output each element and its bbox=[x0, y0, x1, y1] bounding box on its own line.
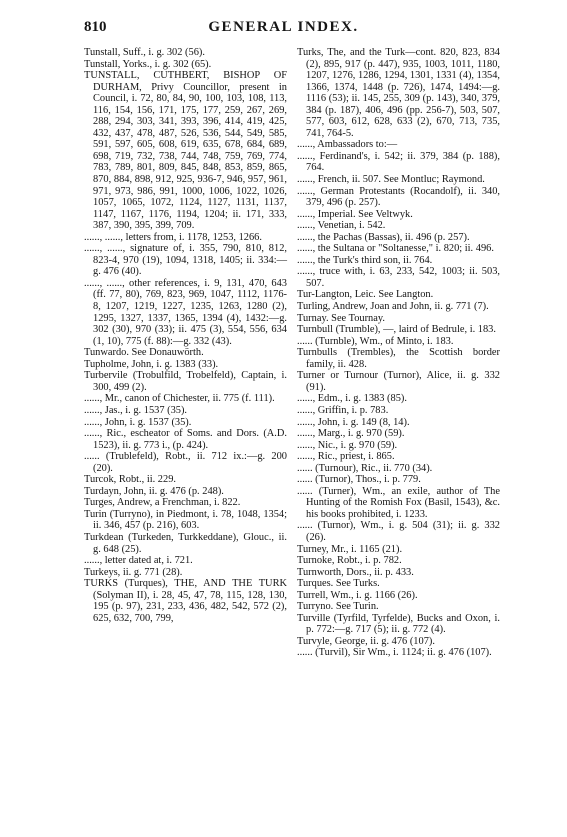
index-entry: TURKS (Turques), THE, AND THE TURK (Solyman II), i. 28, 45, 47, 78, 115, 128, 130, 195 (p. 97), 231, 233, 436, 482, 542, 572 (2), 625, 632, 700, 799, bbox=[84, 578, 287, 624]
index-entry: Turcok, Robt., ii. 229. bbox=[84, 474, 176, 486]
index-entry: ......, Venetian, i. 542. bbox=[297, 220, 386, 232]
index-entry: Turvyle, George, ii. g. 476 (107). bbox=[297, 635, 435, 647]
index-entry: Turling, Andrew, Joan and John, ii. g. 771 (7). bbox=[297, 301, 489, 313]
index-entry: ......, the Turk's third son, ii. 764. bbox=[297, 254, 433, 266]
index-entry: ......, Ambassadors to:— bbox=[297, 139, 398, 151]
index-entry: Tupholme, John, i. g. 1383 (33). bbox=[84, 358, 219, 370]
index-entry: Turrell, Wm., i. g. 1166 (26). bbox=[297, 589, 418, 601]
index-entry: ......, Ferdinand's, i. 542; ii. 379, 384 (p. 188), 764. bbox=[297, 150, 500, 174]
index-entry: Turques. See Turks. bbox=[297, 578, 380, 590]
index-entry: Turnworth, Dors., ii. p. 433. bbox=[297, 566, 414, 578]
index-entry: ...... (Turnor), Thos., i. p. 779. bbox=[297, 474, 421, 486]
index-entry: ...... (Turnble), Wm., of Minto, i. 183. bbox=[297, 335, 454, 347]
index-entry: ......, ......, letters from, i. 1178, 1253, 1266. bbox=[84, 231, 262, 243]
index-entry: Tunwardo. See Donauwörth. bbox=[84, 347, 204, 359]
index-entry: Turney, Mr., i. 1165 (21). bbox=[297, 543, 403, 555]
index-entry: ......, the Sultana or "Soltanesse," i. 820; ii. 496. bbox=[297, 243, 494, 255]
index-entry: Turges, Andrew, a Frenchman, i. 822. bbox=[84, 497, 241, 509]
index-entry: ...... (Turnour), Ric., ii. 770 (34). bbox=[297, 462, 433, 474]
index-entry: ......, Edm., i. g. 1383 (85). bbox=[297, 393, 407, 405]
index-entry: ......, ......, other references, i. 9, 131, 470, 643 (ff. 77, 80), 769, 823, 969, 1047, 1112, 1176-8, 1207, 1219, 1227, 1235, 1263, 1280 (2), 1295, 1327, 1337, 1365, 1394 (4), 1432:—g. 302 (30), 970 (33); ii. 475 (3), 554, 556, 634 (1, 10), 775 (f. 88):—g. 332 (43). bbox=[84, 277, 287, 347]
index-entry: Turnay. See Tournay. bbox=[297, 312, 385, 324]
index-entry: Turks, The, and the Turk—cont. 820, 823, 834 (2), 895, 917 (p. 447), 935, 1003, 1011, 1180, 1207, 1276, 1286, 1294, 1301, 1331 (4), 1354, 1366, 1374, 1448 (p. 726), 1474, 1494:—g. 1116 (53); ii. 145, 255, 309 (p. 143), 340, 379, 384 (p. 187), 406, 496 (pp. 256-7), 503, 507, 577, 603, 612, 628, 633 (2), 670, 713, 735, 741, 764-5. bbox=[297, 47, 500, 139]
index-entry: ......, Imperial. See Veltwyk. bbox=[297, 208, 413, 220]
page-number: 810 bbox=[84, 19, 107, 35]
index-entry: Turdayn, John, ii. g. 476 (p. 248). bbox=[84, 485, 224, 497]
index-entry: Tur-Langton, Leic. See Langton. bbox=[297, 289, 434, 301]
left-column bbox=[84, 47, 287, 624]
index-entry: ......, Jas., i. g. 1537 (35). bbox=[84, 404, 188, 416]
index-entry: ...... (Turvil), Sir Wm., i. 1124; ii. g. 476 (107). bbox=[297, 647, 492, 659]
index-entry: Turnbulls (Trembles), the Scottish border family, ii. 428. bbox=[297, 347, 500, 370]
index-entry: ......, Nic., i. g. 970 (59). bbox=[297, 439, 398, 451]
index-entry: Turville (Tyrfild, Tyrfelde), Bucks and Oxon, i. p. 772:—g. 717 (5); ii. g. 772 (4). bbox=[297, 612, 500, 636]
page-header bbox=[0, 19, 567, 41]
index-entry: ......, German Protestants (Rocandolf), ii. 340, 379, 496 (p. 257). bbox=[297, 185, 500, 209]
index-entry: TUNSTALL, CUTHBERT, BISHOP OF DURHAM, Privy Councillor, present in Council, i. 72, 80, 84, 90, 100, 103, 108, 113, 116, 154, 156, 171, 175, 177, 259, 267, 269, 288, 294, 303, 341, 393, 396, 414, 419, 425, 432, 437, 478, 487, 526, 536, 544, 549, 585, 591, 597, 605, 608, 619, 635, 678, 684, 689, 698, 719, 732, 738, 744, 748, 759, 769, 774, 783, 789, 801, 809, 845, 848, 853, 859, 865, 870, 884, 898, 912, 925, 936-7, 946, 957, 961, 971, 973, 986, 991, 1000, 1006, 1022, 1026, 1057, 1065, 1072, 1124, 1127, 1131, 1137, 1147, 1167, 1176, 1194, 1204; ii. 171, 333, 387, 390, 395, 399, 709. bbox=[84, 70, 287, 232]
index-entry: ...... (Trublefeld), Robt., ii. 712 ix.:—g. 200 (20). bbox=[84, 451, 287, 474]
index-entry: Turin (Turryno), in Piedmont, i. 78, 1048, 1354; ii. 346, 457 (p. 216), 603. bbox=[84, 508, 287, 532]
index-entry: ......, Ric., priest, i. 865. bbox=[297, 451, 395, 463]
index-entry: ......, Mr., canon of Chichester, ii. 775 (f. 111). bbox=[84, 393, 275, 405]
index-entry: ......, truce with, i. 63, 233, 542, 1003; ii. 503, 507. bbox=[297, 266, 500, 289]
running-head: GENERAL INDEX. bbox=[208, 19, 359, 35]
index-entry: ......, ......, signature of, i. 355, 790, 810, 812, 823-4, 970 (19), 1094, 1318, 1405; ii. 334:—g. 476 (40). bbox=[84, 243, 287, 278]
index-entry: ......, Ric., escheator of Soms. and Dors. (A.D. 1523), ii. g. 773 i., (p. 424). bbox=[84, 428, 287, 451]
index-entry: ...... (Turnor), Wm., i. g. 504 (31); ii. g. 332 (26). bbox=[297, 520, 500, 543]
index-entry: ......, Griffin, i. p. 783. bbox=[297, 404, 389, 416]
index-entry: ......, French, ii. 507. See Montluc; Raymond. bbox=[297, 174, 485, 186]
index-entry: Turnbull (Trumble), —, laird of Bedrule, i. 183. bbox=[297, 324, 496, 336]
index-entry: Turkeys, ii. g. 771 (28). bbox=[84, 566, 183, 578]
index-entry: Turnoke, Robt., i. p. 782. bbox=[297, 555, 402, 567]
index-entry: Tunstall, Suff., i. g. 302 (56). bbox=[84, 47, 205, 58]
index-entry: Turryno. See Turin. bbox=[297, 601, 379, 613]
index-entry: ......, Marg., i. g. 970 (59). bbox=[297, 428, 405, 440]
index-entry: ...... (Turner), Wm., an exile, author of The Hunting of the Romish Fox (Basil, 1543), &c. his books prohibited, i. 1233. bbox=[297, 485, 500, 520]
index-entry: ......, John, i. g. 1537 (35). bbox=[84, 416, 192, 428]
index-entry: Tunstall, Yorks., i. g. 302 (65). bbox=[84, 58, 212, 70]
index-entry: Turkdean (Turkeden, Turkkeddane), Glouc., ii. g. 648 (25). bbox=[84, 531, 287, 555]
index-entry: ......, letter dated at, i. 721. bbox=[84, 555, 193, 567]
index-entry: ......, John, i. g. 149 (8, 14). bbox=[297, 416, 410, 428]
right-column bbox=[297, 47, 500, 659]
index-entry: Turner or Turnour (Turnor), Alice, ii. g. 332 (91). bbox=[297, 370, 500, 393]
index-entry: Turbervile (Trobulfild, Trobelfeld), Captain, i. 300, 499 (2). bbox=[84, 370, 287, 393]
index-entry: ......, the Pachas (Bassas), ii. 496 (p. 257). bbox=[297, 231, 470, 243]
